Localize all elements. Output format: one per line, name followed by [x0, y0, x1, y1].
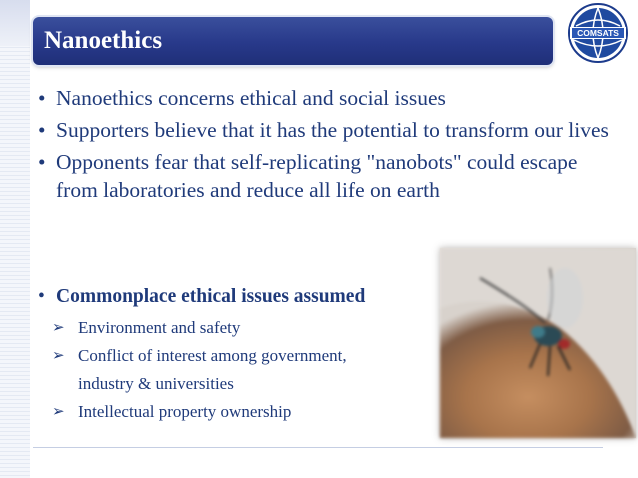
comsats-logo-icon: [564, 2, 632, 64]
bullet-item: [38, 148, 618, 204]
sub-item-continuation: [40, 370, 440, 398]
sub-item: [40, 398, 440, 426]
bold-bullet-text: Commonplace ethical issues assumed: [56, 286, 366, 307]
logo-text: COMSATS: [577, 28, 619, 38]
arrow-bullet-icon: ➢: [52, 348, 65, 364]
bullet-dot-icon: •: [38, 118, 46, 142]
sub-list: [40, 314, 440, 426]
nanobot-photo: [440, 248, 636, 438]
arrow-bullet-icon: ➢: [52, 404, 65, 420]
bullet-dot-icon: •: [38, 286, 45, 307]
slide-title: Nanoethics: [44, 27, 163, 54]
sub-item-text: Environment and safety: [78, 318, 241, 337]
sub-item: [40, 342, 440, 370]
sub-item: [40, 314, 440, 342]
corner-block: [0, 0, 30, 46]
bullet-dot-icon: •: [38, 86, 46, 110]
side-stripes: [0, 0, 30, 478]
bold-bullet: [38, 284, 365, 310]
bullet-item: [38, 84, 618, 112]
arrow-bullet-icon: ➢: [52, 320, 65, 336]
bottom-divider: [33, 447, 603, 448]
bullet-item: [38, 116, 618, 144]
bullet-list: [38, 84, 618, 208]
bullet-text: Nanoethics concerns ethical and social issues: [56, 86, 446, 110]
bullet-text: Supporters believe that it has the potential to transform our lives: [56, 118, 609, 142]
bullet-dot-icon: •: [38, 150, 46, 174]
sub-item-text: Conflict of interest among government,: [78, 346, 347, 365]
bullet-text: Opponents fear that self-replicating "nanobots" could escape from laboratories and reduce all life on earth: [56, 150, 578, 202]
sub-item-text: industry & universities: [78, 374, 234, 393]
sub-item-text: Intellectual property ownership: [78, 402, 292, 421]
